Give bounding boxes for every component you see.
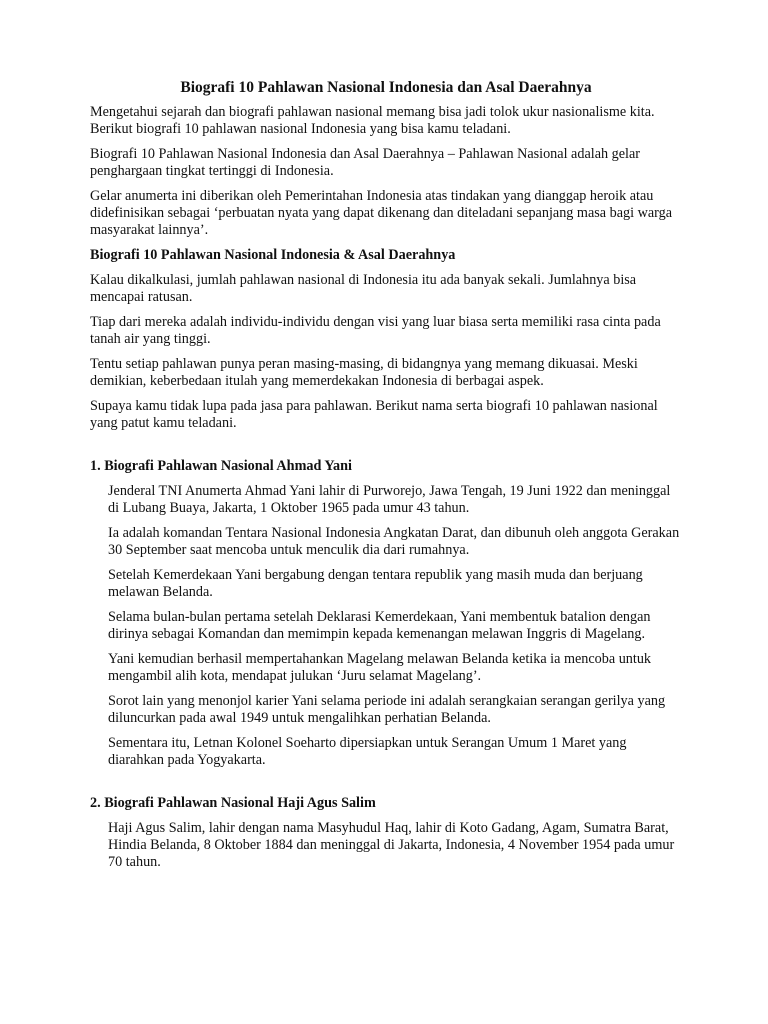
section-heading: 2. Biografi Pahlawan Nasional Haji Agus Salim [90, 795, 376, 811]
body-paragraph: Tiap dari mereka adalah individu-individu dengan visi yang luar biasa serta memiliki rasa cinta pada tanah air yang tinggi. [90, 314, 661, 347]
body-paragraph: Tentu setiap pahlawan punya peran masing-masing, di bidangnya yang memang dikuasai. Meski demikian, keberbedaan itulah yang memerdekakan Indonesia di berbagai aspek. [90, 356, 638, 389]
section-paragraph: Sorot lain yang menonjol karier Yani selama periode ini adalah serangkaian serangan gerilya yang diluncurkan pada awal 1949 untuk mengalihkan perhatian Belanda. [108, 693, 666, 726]
section-ahmad-yani [90, 458, 682, 769]
section-body [90, 483, 682, 769]
section-paragraph: Selama bulan-bulan pertama setelah Deklarasi Kemerdekaan, Yani membentuk batalion dengan dirinya sebagai Komandan dan memimpin kepada kemenangan melawan Inggris di Magelang. [108, 609, 651, 642]
section-paragraph: Jenderal TNI Anumerta Ahmad Yani lahir di Purworejo, Jawa Tengah, 19 Juni 1922 dan meninggal di Lubang Buaya, Jakarta, 1 Oktober 1965 pada umur 43 tahun. [108, 483, 671, 516]
section-heading: 1. Biografi Pahlawan Nasional Ahmad Yani [90, 458, 352, 474]
section-paragraph: Sementara itu, Letnan Kolonel Soeharto dipersiapkan untuk Serangan Umum 1 Maret yang diarahkan pada Yogyakarta. [108, 735, 627, 768]
intro-paragraph: Mengetahui sejarah dan biografi pahlawan nasional memang bisa jadi tolok ukur nasionalisme kita. Berikut biografi 10 pahlawan nasional Indonesia yang bisa kamu teladani. [90, 104, 655, 137]
section-paragraph: Yani kemudian berhasil mempertahankan Magelang melawan Belanda ketika ia mencoba untuk mengambil alih kota, mendapat julukan ‘Juru selamat Magelang’. [108, 651, 652, 684]
subheading: Biografi 10 Pahlawan Nasional Indonesia & Asal Daerahnya [90, 247, 456, 263]
section-paragraph: Setelah Kemerdekaan Yani bergabung dengan tentara republik yang masih muda dan berjuang melawan Belanda. [108, 567, 643, 600]
page-title: Biografi 10 Pahlawan Nasional Indonesia dan Asal Daerahnya [180, 79, 592, 96]
body-paragraph: Kalau dikalkulasi, jumlah pahlawan nasional di Indonesia itu ada banyak sekali. Jumlahnya bisa mencapai ratusan. [90, 272, 637, 305]
section-haji-agus-salim [90, 795, 682, 871]
intro-paragraph: Biografi 10 Pahlawan Nasional Indonesia dan Asal Daerahnya – Pahlawan Nasional adalah gelar penghargaan tingkat tertinggi di Indonesia. [90, 146, 640, 179]
body-paragraph: Supaya kamu tidak lupa pada jasa para pahlawan. Berikut nama serta biografi 10 pahlawan nasional yang patut kamu teladani. [90, 398, 658, 431]
section-paragraph: Haji Agus Salim, lahir dengan nama Masyhudul Haq, lahir di Koto Gadang, Agam, Sumatra Barat, Hindia Belanda, 8 Oktober 1884 dan meninggal di Jakarta, Indonesia, 4 November 1954 pada umur 70 tahun. [108, 820, 675, 870]
section-paragraph: Ia adalah komandan Tentara Nasional Indonesia Angkatan Darat, dan dibunuh oleh anggota Gerakan 30 September saat mencoba untuk menculik dia dari rumahnya. [108, 525, 680, 558]
intro-paragraph: Gelar anumerta ini diberikan oleh Pemerintahan Indonesia atas tindakan yang dianggap heroik atau didefinisikan sebagai ‘perbuatan nyata yang dapat dikenang dan diteladani sepanjang masa bagi warga masyarakat lainnya’. [90, 188, 672, 238]
section-body [90, 820, 682, 871]
document-page [90, 78, 682, 879]
